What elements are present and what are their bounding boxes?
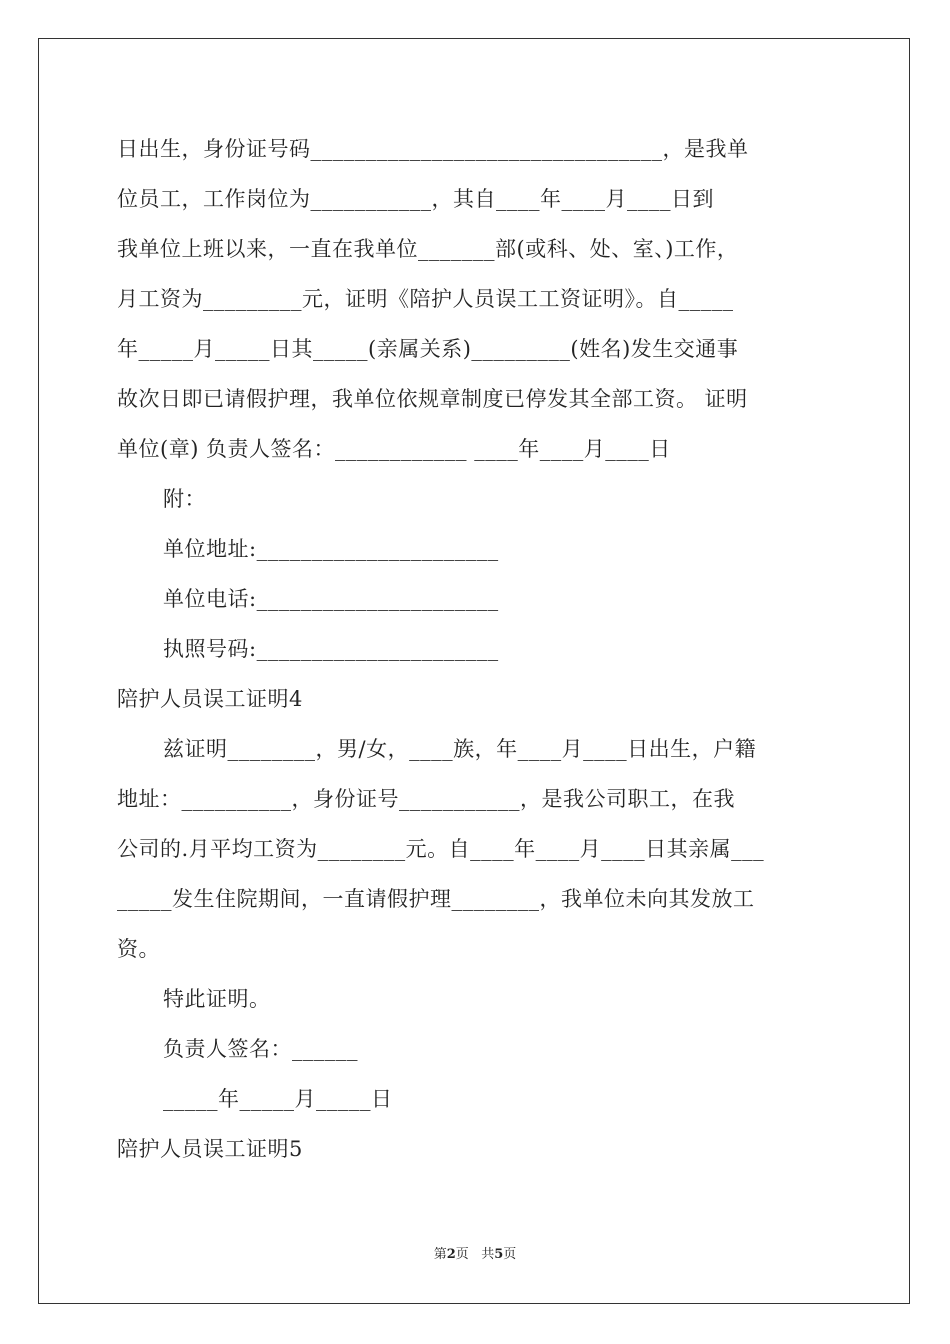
page-border (38, 38, 910, 1304)
body-line-2: 位员工，工作岗位为___________，其自____年____月____日到 (117, 187, 714, 211)
company-address-field: 单位地址:______________________ (163, 537, 499, 561)
body-line-4: 月工资为_________元，证明《陪护人员误工工资证明》。自_____ (117, 287, 734, 311)
attachment-label: 附： (163, 487, 206, 511)
body-line-7: 兹证明________，男/女，____族，年____月____日出生，户籍 (163, 737, 757, 761)
body-line-11: 资。 (117, 937, 160, 961)
responsible-signature: 负责人签名：______ (163, 1037, 358, 1061)
body-line-3: 我单位上班以来，一直在我单位_______部(或科、处、室、)工作， (117, 237, 739, 261)
footer-mid: 页 共 (455, 1247, 495, 1262)
footer-page-number: 2 (446, 1247, 456, 1262)
footer-prefix: 第 (433, 1247, 447, 1262)
signature-line: 单位(章) 负责人签名：____________ ____年____月____日 (117, 437, 671, 461)
footer-total-pages: 5 (494, 1247, 504, 1262)
page-footer (0, 1246, 950, 1264)
body-line-5: 年_____月_____日其_____(亲属关系)_________(姓名)发生交通事 (117, 337, 739, 361)
date-line: _____年_____月_____日 (163, 1087, 393, 1111)
company-phone-field: 单位电话:______________________ (163, 587, 499, 611)
footer-suffix: 页 (503, 1247, 517, 1262)
body-line-6: 故次日即已请假护理，我单位依规章制度已停发其全部工资。 证明 (117, 387, 748, 411)
license-number-field: 执照号码:______________________ (163, 637, 499, 661)
section-heading-5: 陪护人员误工证明5 (117, 1137, 303, 1161)
body-line-8: 地址：__________，身份证号___________，是我公司职工，在我 (117, 787, 735, 811)
body-line-10: _____发生住院期间，一直请假护理________，我单位未向其发放工 (117, 887, 755, 911)
body-line-9: 公司的.月平均工资为________元。自____年____月____日其亲属___ (117, 837, 765, 861)
certify-statement: 特此证明。 (163, 987, 271, 1011)
section-heading-4: 陪护人员误工证明4 (117, 687, 303, 711)
body-line-1: 日出生，身份证号码________________________________，是我单 (117, 137, 749, 161)
